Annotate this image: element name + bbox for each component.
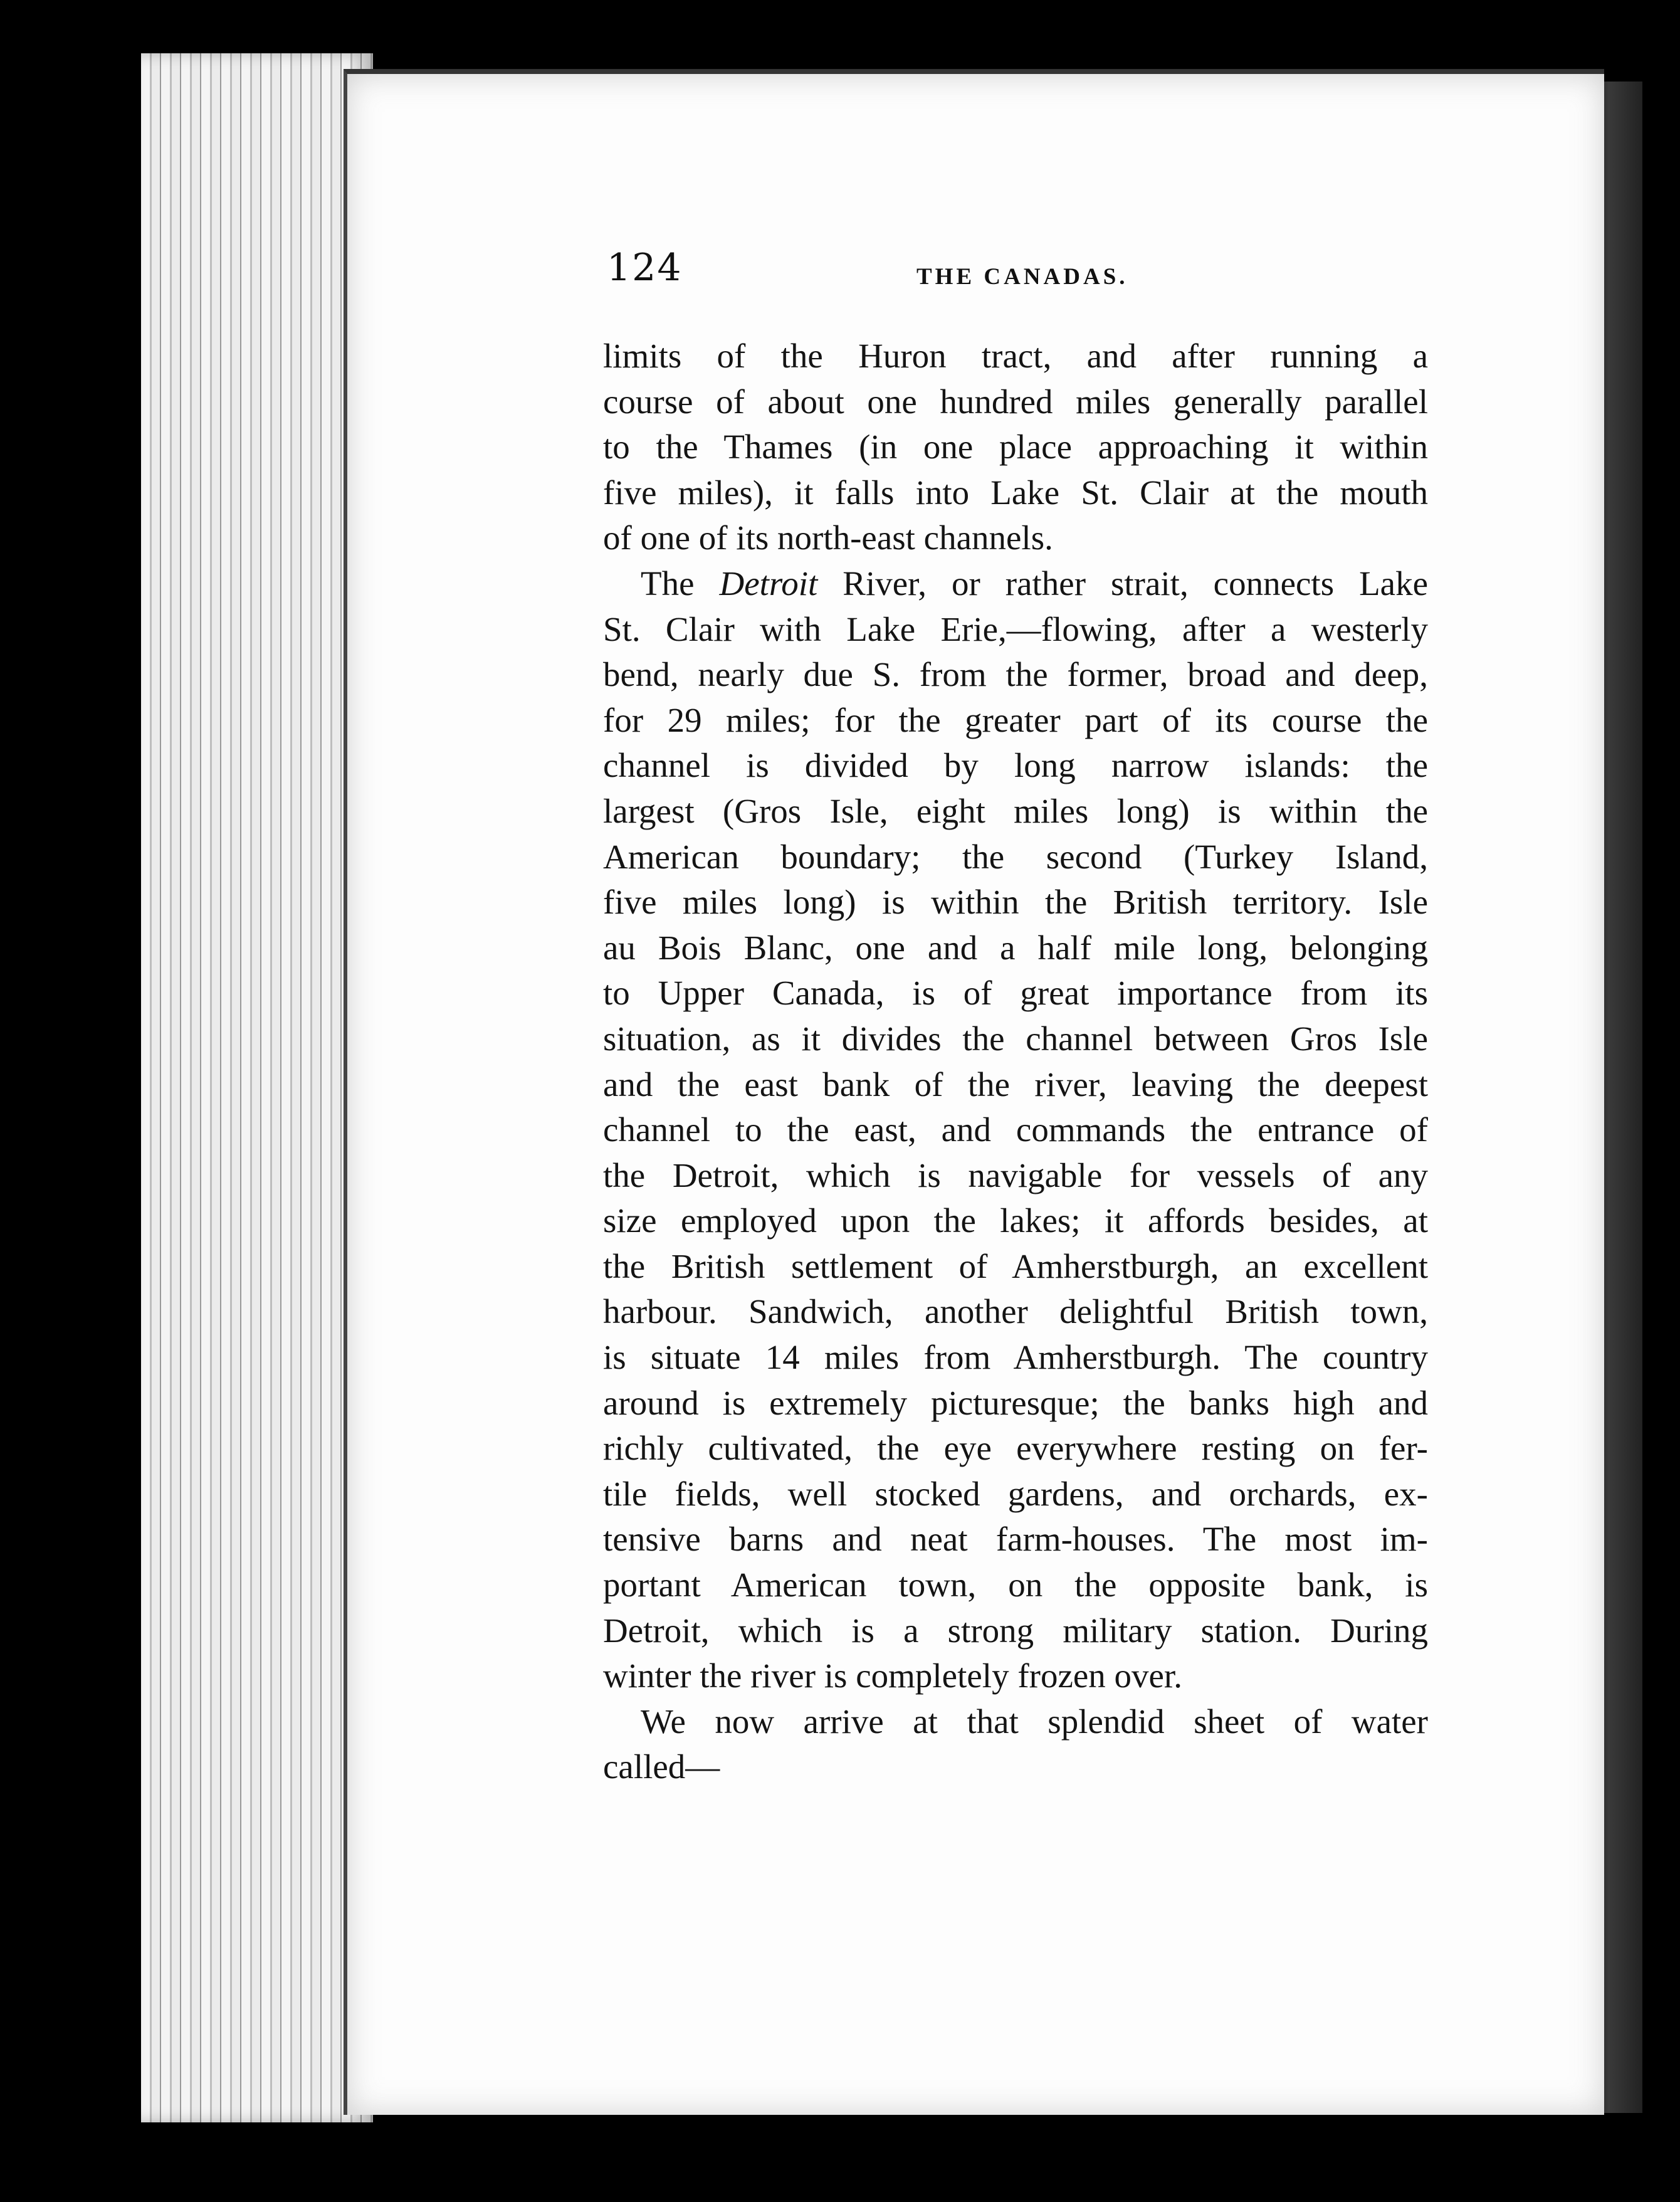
- text-line: around is extremely picturesque; the banks high and: [603, 1383, 1428, 1422]
- text-line: is situate 14 miles from Amherstburgh. The country: [603, 1338, 1428, 1377]
- text-line: winter the river is completely frozen over.: [603, 1657, 1182, 1695]
- text-line: size employed upon the lakes; it affords besides, at: [603, 1201, 1428, 1240]
- text-line: channel is divided by long narrow islands: the: [603, 746, 1428, 785]
- page-number: 124: [607, 246, 683, 290]
- text-line: five miles), it falls into Lake St. Clair at the mouth: [603, 473, 1428, 512]
- text-line: situation, as it divides the channel between Gros Isle: [603, 1019, 1428, 1058]
- text-line: for 29 miles; for the greater part of its course the: [603, 700, 1428, 739]
- text-line: to Upper Canada, is of great importance from its: [603, 974, 1428, 1013]
- text-line: We now arrive at that splendid sheet of water: [641, 1702, 1428, 1741]
- text-line: richly cultivated, the eye everywhere resting on fer-: [603, 1429, 1428, 1468]
- text-line: limits of the Huron tract, and after running a: [603, 337, 1428, 375]
- text-line: tile fields, well stocked gardens, and orchards, ex-: [603, 1474, 1428, 1513]
- text-line: channel to the east, and commands the entrance of: [603, 1110, 1428, 1149]
- text-line: tensive barns and neat farm-houses. The most im-: [603, 1520, 1428, 1559]
- text-line: the British settlement of Amherstburgh, an excellent: [603, 1246, 1428, 1285]
- detroit-italic: Detroit: [719, 564, 818, 603]
- detroit-lead: The: [641, 564, 695, 603]
- text-line: harbour. Sandwich, another delightful British town,: [603, 1292, 1428, 1331]
- text-line: course of about one hundred miles generally parallel: [603, 382, 1428, 421]
- text-line: and the east bank of the river, leaving the deepest: [603, 1065, 1428, 1104]
- text-line: of one of its north-east channels.: [603, 519, 1053, 557]
- detroit-rest: River, or rather strait, connects Lake: [843, 564, 1428, 603]
- text-line: largest (Gros Isle, eight miles long) is within the: [603, 791, 1428, 830]
- text-line: five miles long) is within the British territory. Isle: [603, 883, 1428, 922]
- text-line: to the Thames (in one place approaching it within: [603, 428, 1428, 466]
- text-line: bend, nearly due S. from the former, broad and deep,: [603, 655, 1428, 694]
- text-line: au Bois Blanc, one and a half mile long, belonging: [603, 928, 1428, 967]
- text-line: portant American town, on the opposite bank, is: [603, 1566, 1428, 1604]
- text-line: American boundary; the second (Turkey Island,: [603, 837, 1428, 876]
- running-head: THE CANADAS.: [916, 264, 1128, 290]
- page-edges: [141, 53, 373, 2122]
- text-line: Detroit, which is a strong military station. During: [603, 1611, 1428, 1650]
- text-line: called—: [603, 1747, 720, 1786]
- text-line: the Detroit, which is navigable for vessels of any: [603, 1156, 1428, 1194]
- text-line: St. Clair with Lake Erie,—flowing, after a westerly: [603, 609, 1428, 648]
- text-line-detroit: [603, 561, 1428, 607]
- body-text: [603, 334, 1428, 1790]
